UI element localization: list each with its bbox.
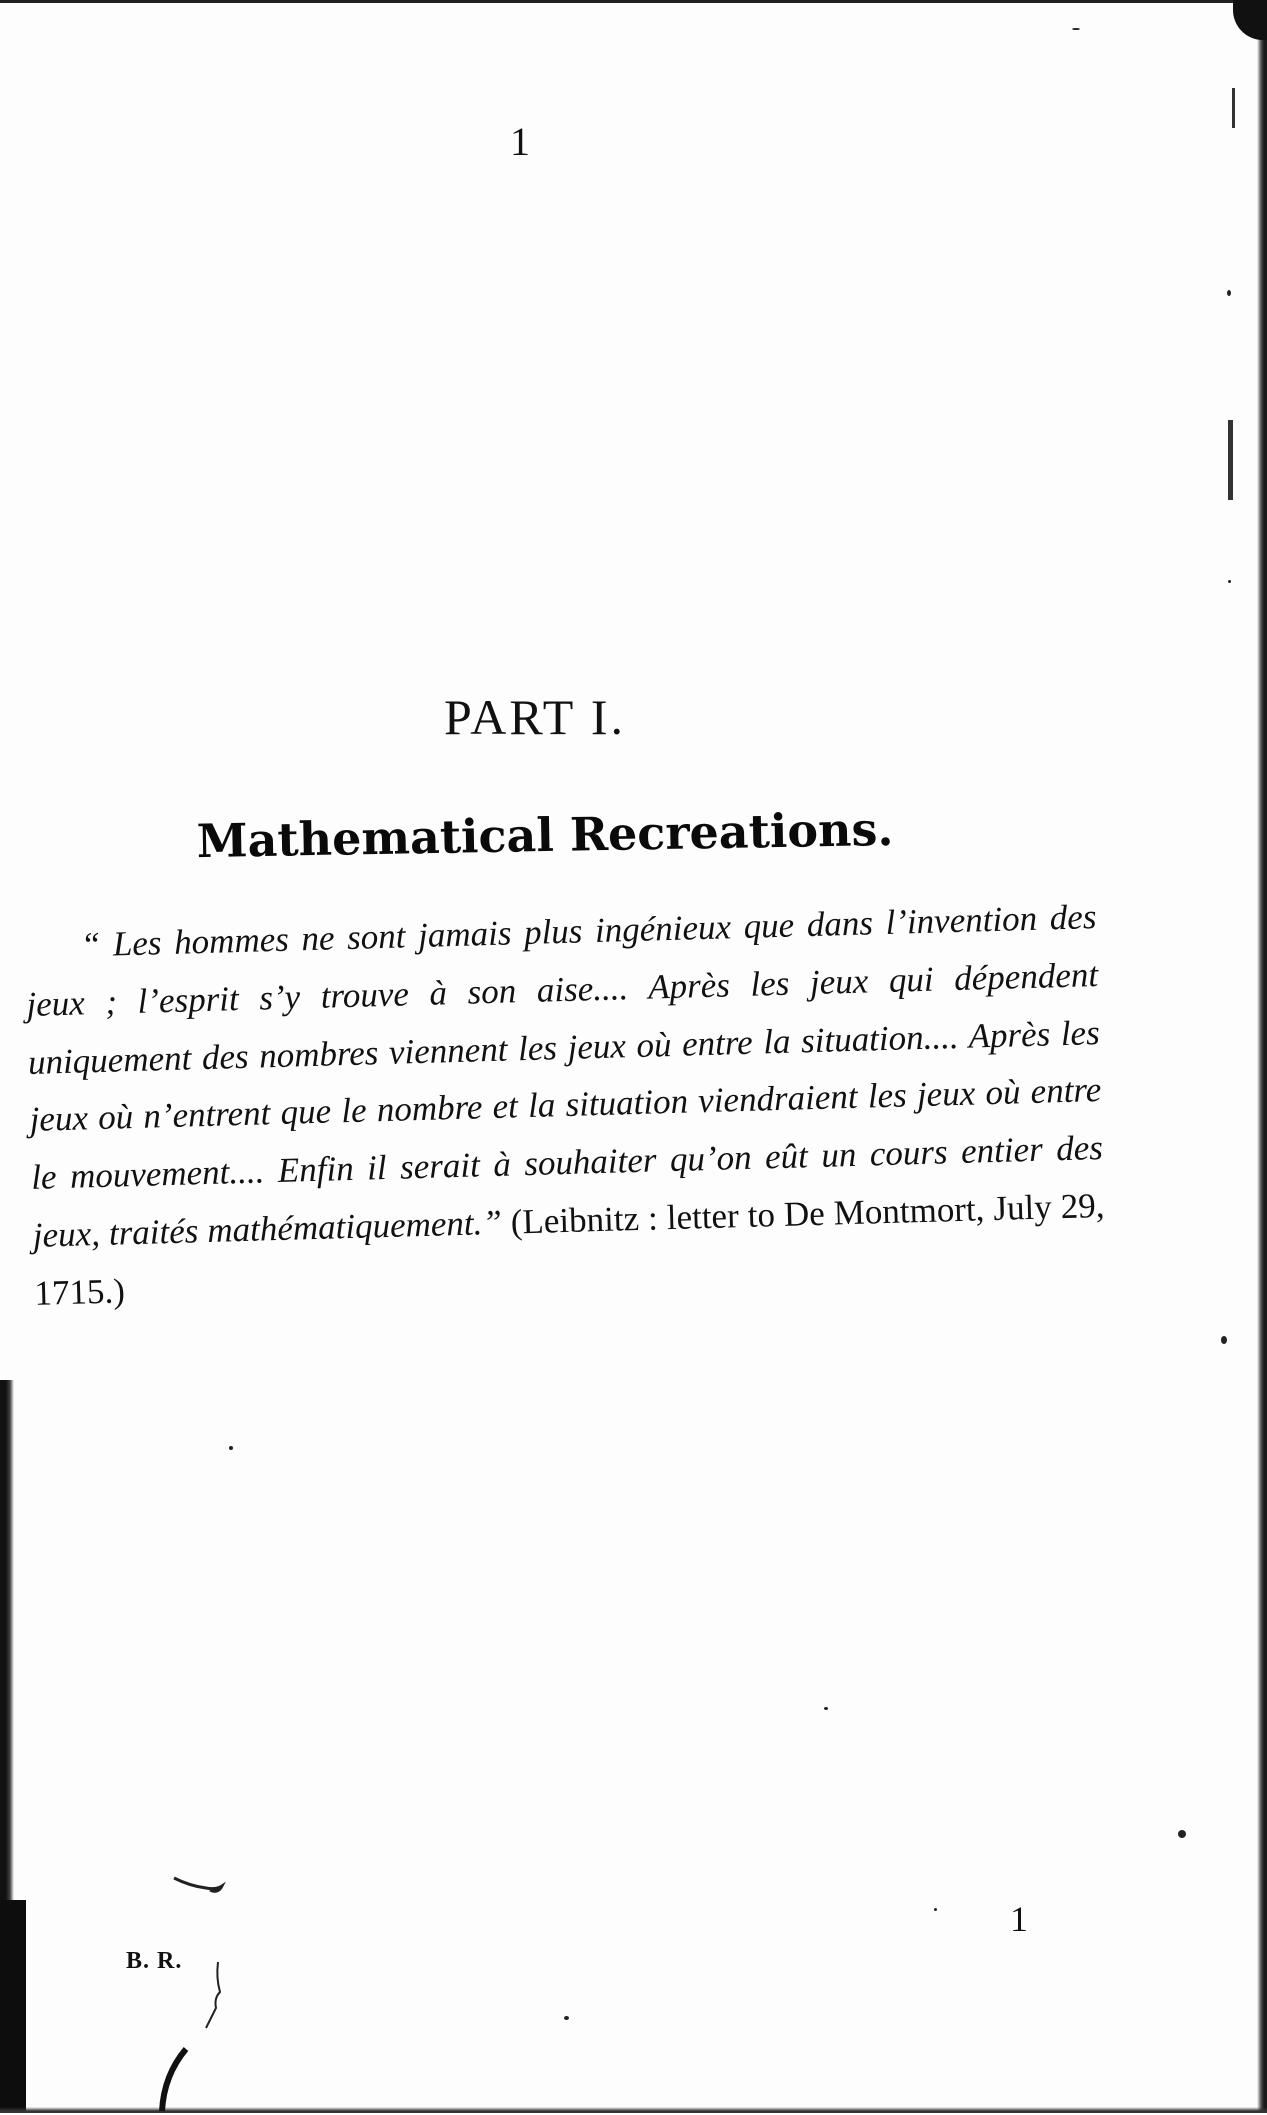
indent-spacer: [25, 956, 81, 958]
scan-corner-shadow: [1233, 0, 1267, 40]
part-heading: PART I.: [444, 689, 626, 745]
pen-mark: [170, 1872, 230, 1902]
epigraph-quote: “ Les hommes ne sont jamais plus ingénieux que dans l’invention des jeux ; l’esprit s’y trouve à son aise.... Après les jeux qui dépendent uniquement des nombres viennent les jeux où entre la situation.... Après les jeux où n’entrent que le nombre et la situation viendraient les jeux où entre le mouvement.... Enfin il serait à souhaiter qu’on eût un cours entier des jeux, traités mathématiquement.”: [25, 897, 1104, 1255]
scan-edge-right: [1257, 0, 1267, 2113]
scan-artifact: [229, 1446, 233, 1450]
pen-mark: [196, 1958, 236, 2038]
epigraph-citation: (Leibnitz : letter to De Montmort, July 29, 1715.): [33, 1185, 1106, 1313]
epigraph: [24, 888, 1107, 1322]
scan-artifact: [1072, 28, 1080, 30]
scan-artifact: [564, 2016, 569, 2020]
header-page-number: 1: [510, 119, 530, 164]
scan-artifact: [824, 1707, 828, 1710]
scan-edge-top: [0, 0, 1267, 3]
scan-artifact: [1228, 420, 1233, 500]
scan-artifact: [1227, 290, 1231, 296]
scan-artifact: [1228, 580, 1231, 583]
footer-page-number: 1: [1010, 1899, 1028, 1939]
signature-mark: B. R.: [126, 1948, 183, 1974]
scan-artifact: [934, 1908, 937, 1911]
scan-binding-shadow: [0, 1900, 26, 2113]
scan-artifact: [1232, 88, 1235, 128]
pen-mark: [150, 2045, 200, 2115]
scan-artifact: [1221, 1336, 1227, 1344]
scan-artifact: [1178, 1830, 1186, 1838]
section-title: Mathematical Recreations.: [196, 801, 894, 869]
